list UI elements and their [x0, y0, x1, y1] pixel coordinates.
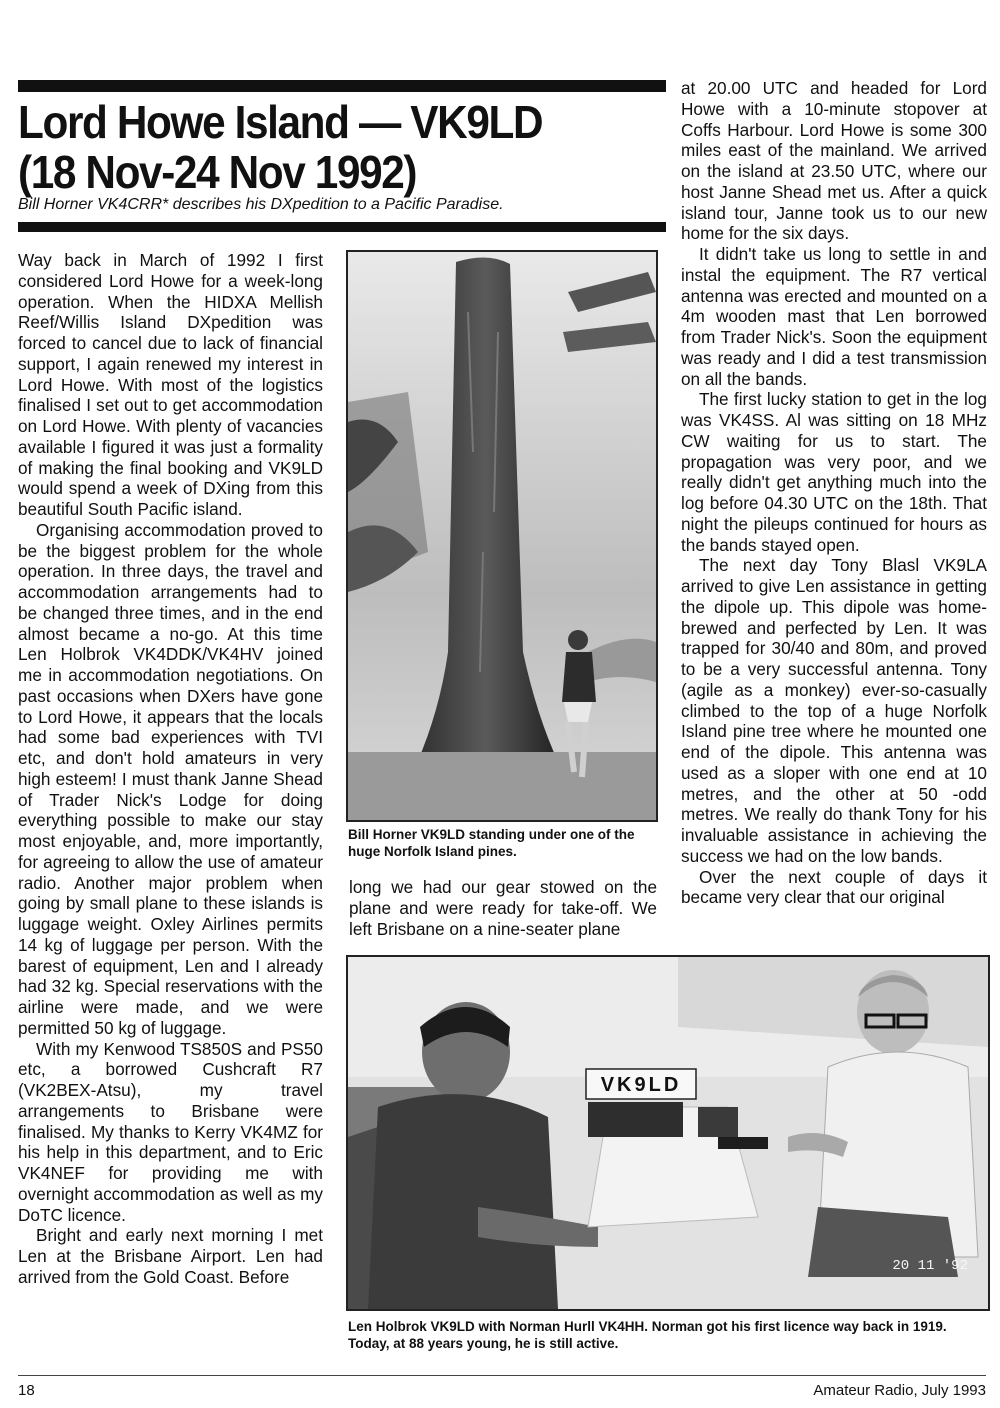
column-1	[18, 250, 323, 1288]
column-2	[349, 877, 657, 939]
paragraph: at 20.00 UTC and headed for Lord Howe with a 10-minute stopover at Coffs Harbour. Lord Howe is some 300 miles east of the mainland. We arrived on the island at 23.50 UTC, where our host Janne Shead met us. After a quick island tour, Janne took us to our new home for the six days.	[681, 78, 987, 244]
vk9ld-sign-text: VK9LD	[600, 1074, 682, 1096]
column-3	[681, 78, 987, 908]
footer-rule	[18, 1375, 986, 1376]
paragraph: With my Kenwood TS850S and PS50 etc, a borrowed Cushcraft R7 (VK2BEX-Atsu), my travel arrangements to Brisbane were finalised. My thanks to Kerry VK4MZ for his help in this department, and to Eric VK4NEF for providing me with overnight accommodation as well as my DoTC licence.	[18, 1038, 323, 1225]
paragraph: long we had our gear stowed on the plane and were ready for take-off. We left Brisbane on a nine-seater plane	[349, 877, 657, 939]
title-bottom-rule	[18, 222, 666, 232]
paragraph: Over the next couple of days it became very clear that our original	[681, 866, 987, 908]
photo-date-stamp: 20 11 '92	[892, 1258, 968, 1274]
paragraph: Bright and early next morning I met Len at the Brisbane Airport. Len had arrived from the Gold Coast. Before	[18, 1225, 323, 1287]
paragraph: Way back in March of 1992 I first considered Lord Howe for a week-long operation. When the HIDXA Mellish Reef/Willis Island DXpedition was forced to cancel due to lack of financial support, I again renewed my interest in Lord Howe. With most of the logistics finalised I set out to get accommodation on Lord Howe. With plenty of vacancies available I figured it was just a formality of making the final booking and VK9LD would spend a week of DXing from this beautiful South Pacific island.	[18, 250, 323, 519]
paragraph: The first lucky station to get in the log was VK4SS. Al was sitting on 18 MHz CW waiting for us to start. The propagation was very poor, and we really didn't get anything much into the log before 04.30 UTC on the 18th. That night the pileups continued for hours as the bands stayed open.	[681, 389, 987, 555]
paragraph: Organising accommodation proved to be the biggest problem for the whole operation. In three days, the travel and accommodation arrangements had to be changed three times, and in the end almost became a no-go. At this time Len Holbrok VK4DDK/VK4HV joined me in accommodation negotiations. On past occasions when DXers have gone to Lord Howe, it appears that the locals had some bad experiences with TVI etc, and don't hold amateurs in very high esteem! I must thank Janne Shead of Trader Nick's Lodge for doing everything possible to make our stay most enjoyable, and, more importantly, for agreeing to allow the use of amateur radio. Another major problem when going by small plane to these islands is luggage weight. Oxley Airlines permits 14 kg of luggage per person. With the barest of equipment, Len and I already had 32 kg. Special reservations with the airline were made, and we were permitted 50 kg of luggage.	[18, 519, 323, 1038]
operators-photo-caption: Len Holbrok VK9LD with Norman Hurll VK4HH. Norman got his first licence way back in 1919. Today, at 88 years young, he is still active.	[348, 1319, 947, 1351]
title-top-rule	[18, 80, 666, 92]
paragraph: It didn't take us long to settle in and instal the equipment. The R7 vertical antenna was erected and mounted on a 4m wooden mast that Len borrowed from Trader Nick's. Soon the equipment was ready and I did a test transmission on all the bands.	[681, 244, 987, 389]
page-number: 18	[18, 1382, 35, 1399]
operators-photo-image	[348, 957, 988, 1309]
pine-tree-photo-image	[348, 252, 656, 820]
pine-tree-photo-caption: Bill Horner VK9LD standing under one of the huge Norfolk Island pines.	[348, 827, 635, 859]
article-subtitle: Bill Horner VK4CRR* describes his DXpedition to a Pacific Paradise.	[18, 196, 504, 213]
publication-name: Amateur Radio, July 1993	[813, 1382, 986, 1399]
operators-photo	[346, 955, 990, 1311]
article-title-line2: (18 Nov-24 Nov 1992)	[18, 146, 417, 198]
pine-tree-photo	[346, 250, 658, 822]
paragraph: The next day Tony Blasl VK9LA arrived to give Len assistance in getting the dipole up. This dipole was home-brewed and perfected by Len. It was trapped for 30/40 and 80m, and proved to be a very successful antenna. Tony (agile as a monkey) ever-so-casually climbed to the top of a huge Norfolk Island pine tree where he mounted one end of the dipole. This antenna was used as a sloper with one end at 10 metres, and the other at 50 -odd metres. We really do thank Tony for his invaluable assistance in achieving the success we had on the low bands.	[681, 555, 987, 866]
article-title-line1: Lord Howe Island — VK9LD	[18, 96, 543, 148]
